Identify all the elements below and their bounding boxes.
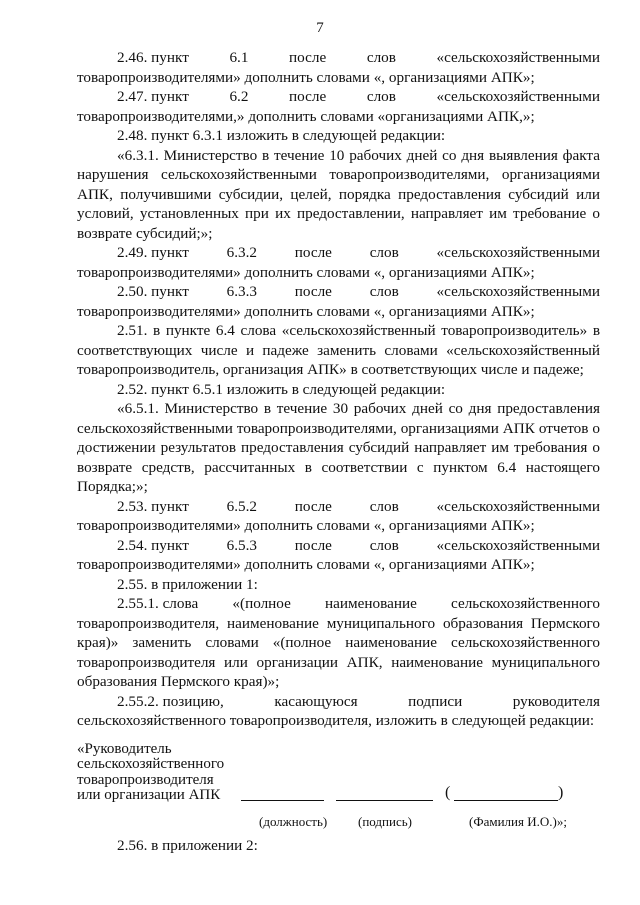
- amendment-item: «6.3.1. Министерство в течение 10 рабочих дней со дня выявления факта нарушения сельскохозяйственными товаропроизводителями, организациями АПК, получившими субсидии, целей, порядка предоставления субсидий или условий, установленных при их предоставлении, направляет им требование о возврате субсидий;»;: [77, 146, 600, 242]
- name-caption: (Фамилия И.О.)»;: [469, 813, 567, 829]
- name-blank-line: [454, 800, 558, 801]
- amendment-item-continuation: товаропроизводителями» дополнить словами «, организациями АПК»;: [77, 68, 535, 86]
- amendment-word: «сельскохозяйственными: [436, 244, 600, 261]
- signer-label-line: или организации АПК: [77, 787, 221, 803]
- amendment-word: «сельскохозяйственными: [436, 49, 600, 66]
- amendment-word: 6.3.3: [226, 283, 257, 300]
- amendment-item: 2.48. пункт 6.3.1 изложить в следующей редакции:: [117, 127, 446, 144]
- amendment-item-first-line: [77, 243, 600, 263]
- signer-label-line: сельскохозяйственного: [77, 756, 225, 772]
- signature-blank-line: [336, 800, 433, 801]
- amendment-word: после: [294, 283, 332, 300]
- amendment-word: «сельскохозяйственными: [436, 497, 600, 515]
- amendment-word: после: [289, 49, 327, 66]
- amendment-word: 6.5.2: [226, 497, 257, 515]
- page-number: 7: [316, 20, 324, 36]
- amendment-word: 2.49. пункт: [117, 244, 189, 261]
- position-blank-line: [241, 800, 324, 801]
- amendment-word: «(полное: [232, 595, 291, 612]
- amendment-word: касающуюся: [274, 692, 358, 710]
- signer-label-line: «Руководитель: [77, 740, 172, 757]
- amendment-item-continuation: товаропроизводителями,» дополнить словами «организациями АПК,»;: [77, 107, 535, 125]
- amendment-word: руководителя: [512, 692, 600, 710]
- close-paren: ): [558, 783, 564, 801]
- amendment-word: 6.1: [229, 49, 249, 66]
- amendment-word: 2.55.1. слова: [117, 595, 199, 612]
- signer-label: [77, 742, 224, 804]
- amendment-word: «сельскохозяйственными: [436, 283, 600, 300]
- amendment-word: 2.47. пункт: [117, 88, 189, 105]
- amendment-word: 2.53. пункт: [117, 497, 189, 515]
- amendment-word: 2.55.2. позицию,: [117, 692, 224, 710]
- signer-label-line: товаропроизводителя: [77, 771, 214, 788]
- amendment-word: слов: [369, 283, 399, 300]
- amendment-word: 2.50. пункт: [117, 283, 189, 300]
- document-body: [77, 48, 600, 855]
- amendment-word: после: [289, 88, 327, 105]
- amendment-word: сельскохозяйственного: [451, 595, 600, 612]
- amendment-word: после: [294, 497, 332, 515]
- amendment-item-continuation: товаропроизводителями» дополнить словами «, организациями АПК»;: [77, 302, 535, 320]
- amendment-item-continuation: товаропроизводителями» дополнить словами «, организациями АПК»;: [77, 517, 535, 534]
- amendment-word: наименование: [325, 595, 417, 612]
- amendment-item-first-line: [77, 692, 600, 712]
- amendment-word: слов: [366, 88, 396, 105]
- amendment-word: после: [294, 536, 332, 554]
- amendment-word: слов: [369, 536, 399, 554]
- amendment-word: слов: [369, 497, 399, 515]
- amendment-word: 6.3.2: [226, 244, 257, 261]
- amendment-word: слов: [366, 49, 396, 66]
- amendment-word: 2.46. пункт: [117, 49, 189, 66]
- amendment-item-continuation: товаропроизводителями» дополнить словами «, организациями АПК»;: [77, 263, 535, 281]
- amendment-item-first-line: [77, 594, 600, 614]
- amendment-item-first-line: [77, 497, 600, 517]
- amendment-item-continuation: товаропроизводителя, наименование муниципального образования Пермского края)» заменить словами «(полное наименование сельскохозяйственного товаропроизводителя или организации АПК, наименование муниципального образования Пермского края)»;: [77, 614, 600, 690]
- amendment-item-first-line: [77, 536, 600, 556]
- last-item: 2.56. в приложении 2:: [117, 836, 258, 854]
- signature-caption: (подпись): [358, 813, 412, 829]
- amendment-item: 2.52. пункт 6.5.1 изложить в следующей редакции:: [117, 380, 446, 398]
- amendment-word: подписи: [408, 692, 463, 710]
- signature-block: [77, 742, 600, 830]
- amendment-item-first-line: [77, 87, 600, 107]
- amendment-item: 2.55. в приложении 1:: [117, 575, 258, 593]
- amendment-item-continuation: товаропроизводителями» дополнить словами «, организациями АПК»;: [77, 556, 535, 573]
- open-paren: (: [445, 783, 451, 801]
- amendment-word: «сельскохозяйственными: [436, 88, 600, 105]
- amendment-item-first-line: [77, 282, 600, 302]
- amendment-item: «6.5.1. Министерство в течение 30 рабочих дней со дня предоставления сельскохозяйственными товаропроизводителями, организациями АПК отчетов о достижении результатов предоставления субсидий направляет им требования о возврате средств, рассчитанных в соответствии с пунктом 6.4 настоящего Порядка;»;: [77, 400, 600, 495]
- amendment-word: 6.5.3: [226, 536, 257, 554]
- amendment-word: 6.2: [229, 88, 249, 105]
- amendment-word: «сельскохозяйственными: [436, 536, 600, 554]
- amendment-item-continuation: сельскохозяйственного товаропроизводителя, изложить в следующей редакции:: [77, 712, 595, 729]
- amendment-item-first-line: [77, 48, 600, 68]
- amendment-word: после: [294, 244, 332, 261]
- position-caption: (должность): [259, 813, 328, 829]
- amendment-word: слов: [369, 244, 399, 261]
- amendment-item: 2.51. в пункте 6.4 слова «сельскохозяйственный товаропроизводитель» в соответствующих числе и падеже заменить словами «сельскохозяйственный товаропроизводитель, организация АПК» в соответствующих числе и падеже;: [77, 322, 600, 378]
- amendment-list: [77, 48, 600, 731]
- amendment-word: 2.54. пункт: [117, 536, 189, 554]
